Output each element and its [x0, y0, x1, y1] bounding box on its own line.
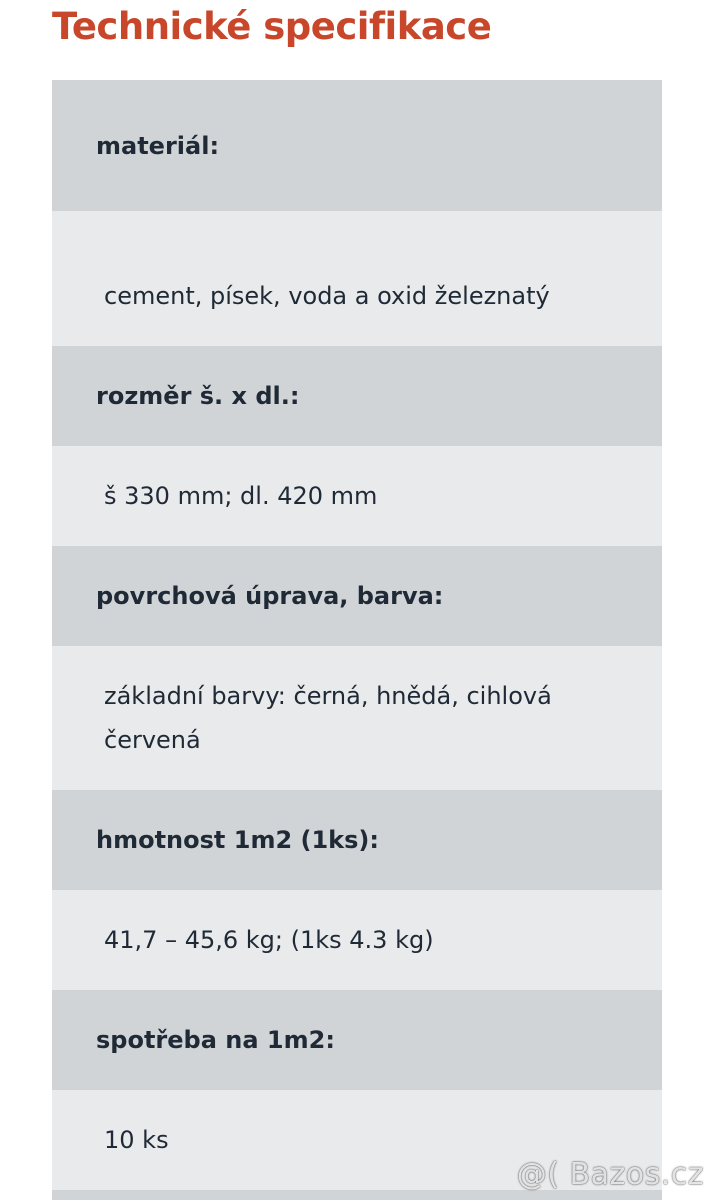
spec-label: rozměr š. x dl.:: [96, 382, 300, 410]
spec-label-row: [52, 790, 662, 890]
spec-label-row: [52, 80, 662, 211]
spec-label: materiál:: [96, 131, 220, 160]
spec-label-row: [52, 346, 662, 446]
watermark-logo: @( Bazos.cz: [516, 1157, 704, 1192]
spec-value: 10 ks: [104, 1126, 169, 1154]
spec-value: 41,7 – 45,6 kg; (1ks 4.3 kg): [104, 926, 434, 954]
spec-value-row: [52, 646, 662, 790]
spec-label: povrchová úprava, barva:: [96, 582, 444, 610]
spec-label: hmotnost 1m2 (1ks):: [96, 826, 379, 854]
spec-label-row: [52, 990, 662, 1090]
spec-value-row: [52, 890, 662, 990]
page-title: Technické specifikace: [52, 5, 492, 48]
spec-value: š 330 mm; dl. 420 mm: [104, 482, 378, 510]
spec-label-row: [52, 546, 662, 646]
spec-value: základní barvy: černá, hnědá, cihlová červená: [104, 682, 552, 754]
spec-table: [52, 80, 662, 1200]
spec-value-row: [52, 446, 662, 546]
spec-value-row: [52, 211, 662, 346]
spec-value: cement, písek, voda a oxid železnatý: [104, 282, 550, 311]
spec-label: spotřeba na 1m2:: [96, 1026, 335, 1054]
